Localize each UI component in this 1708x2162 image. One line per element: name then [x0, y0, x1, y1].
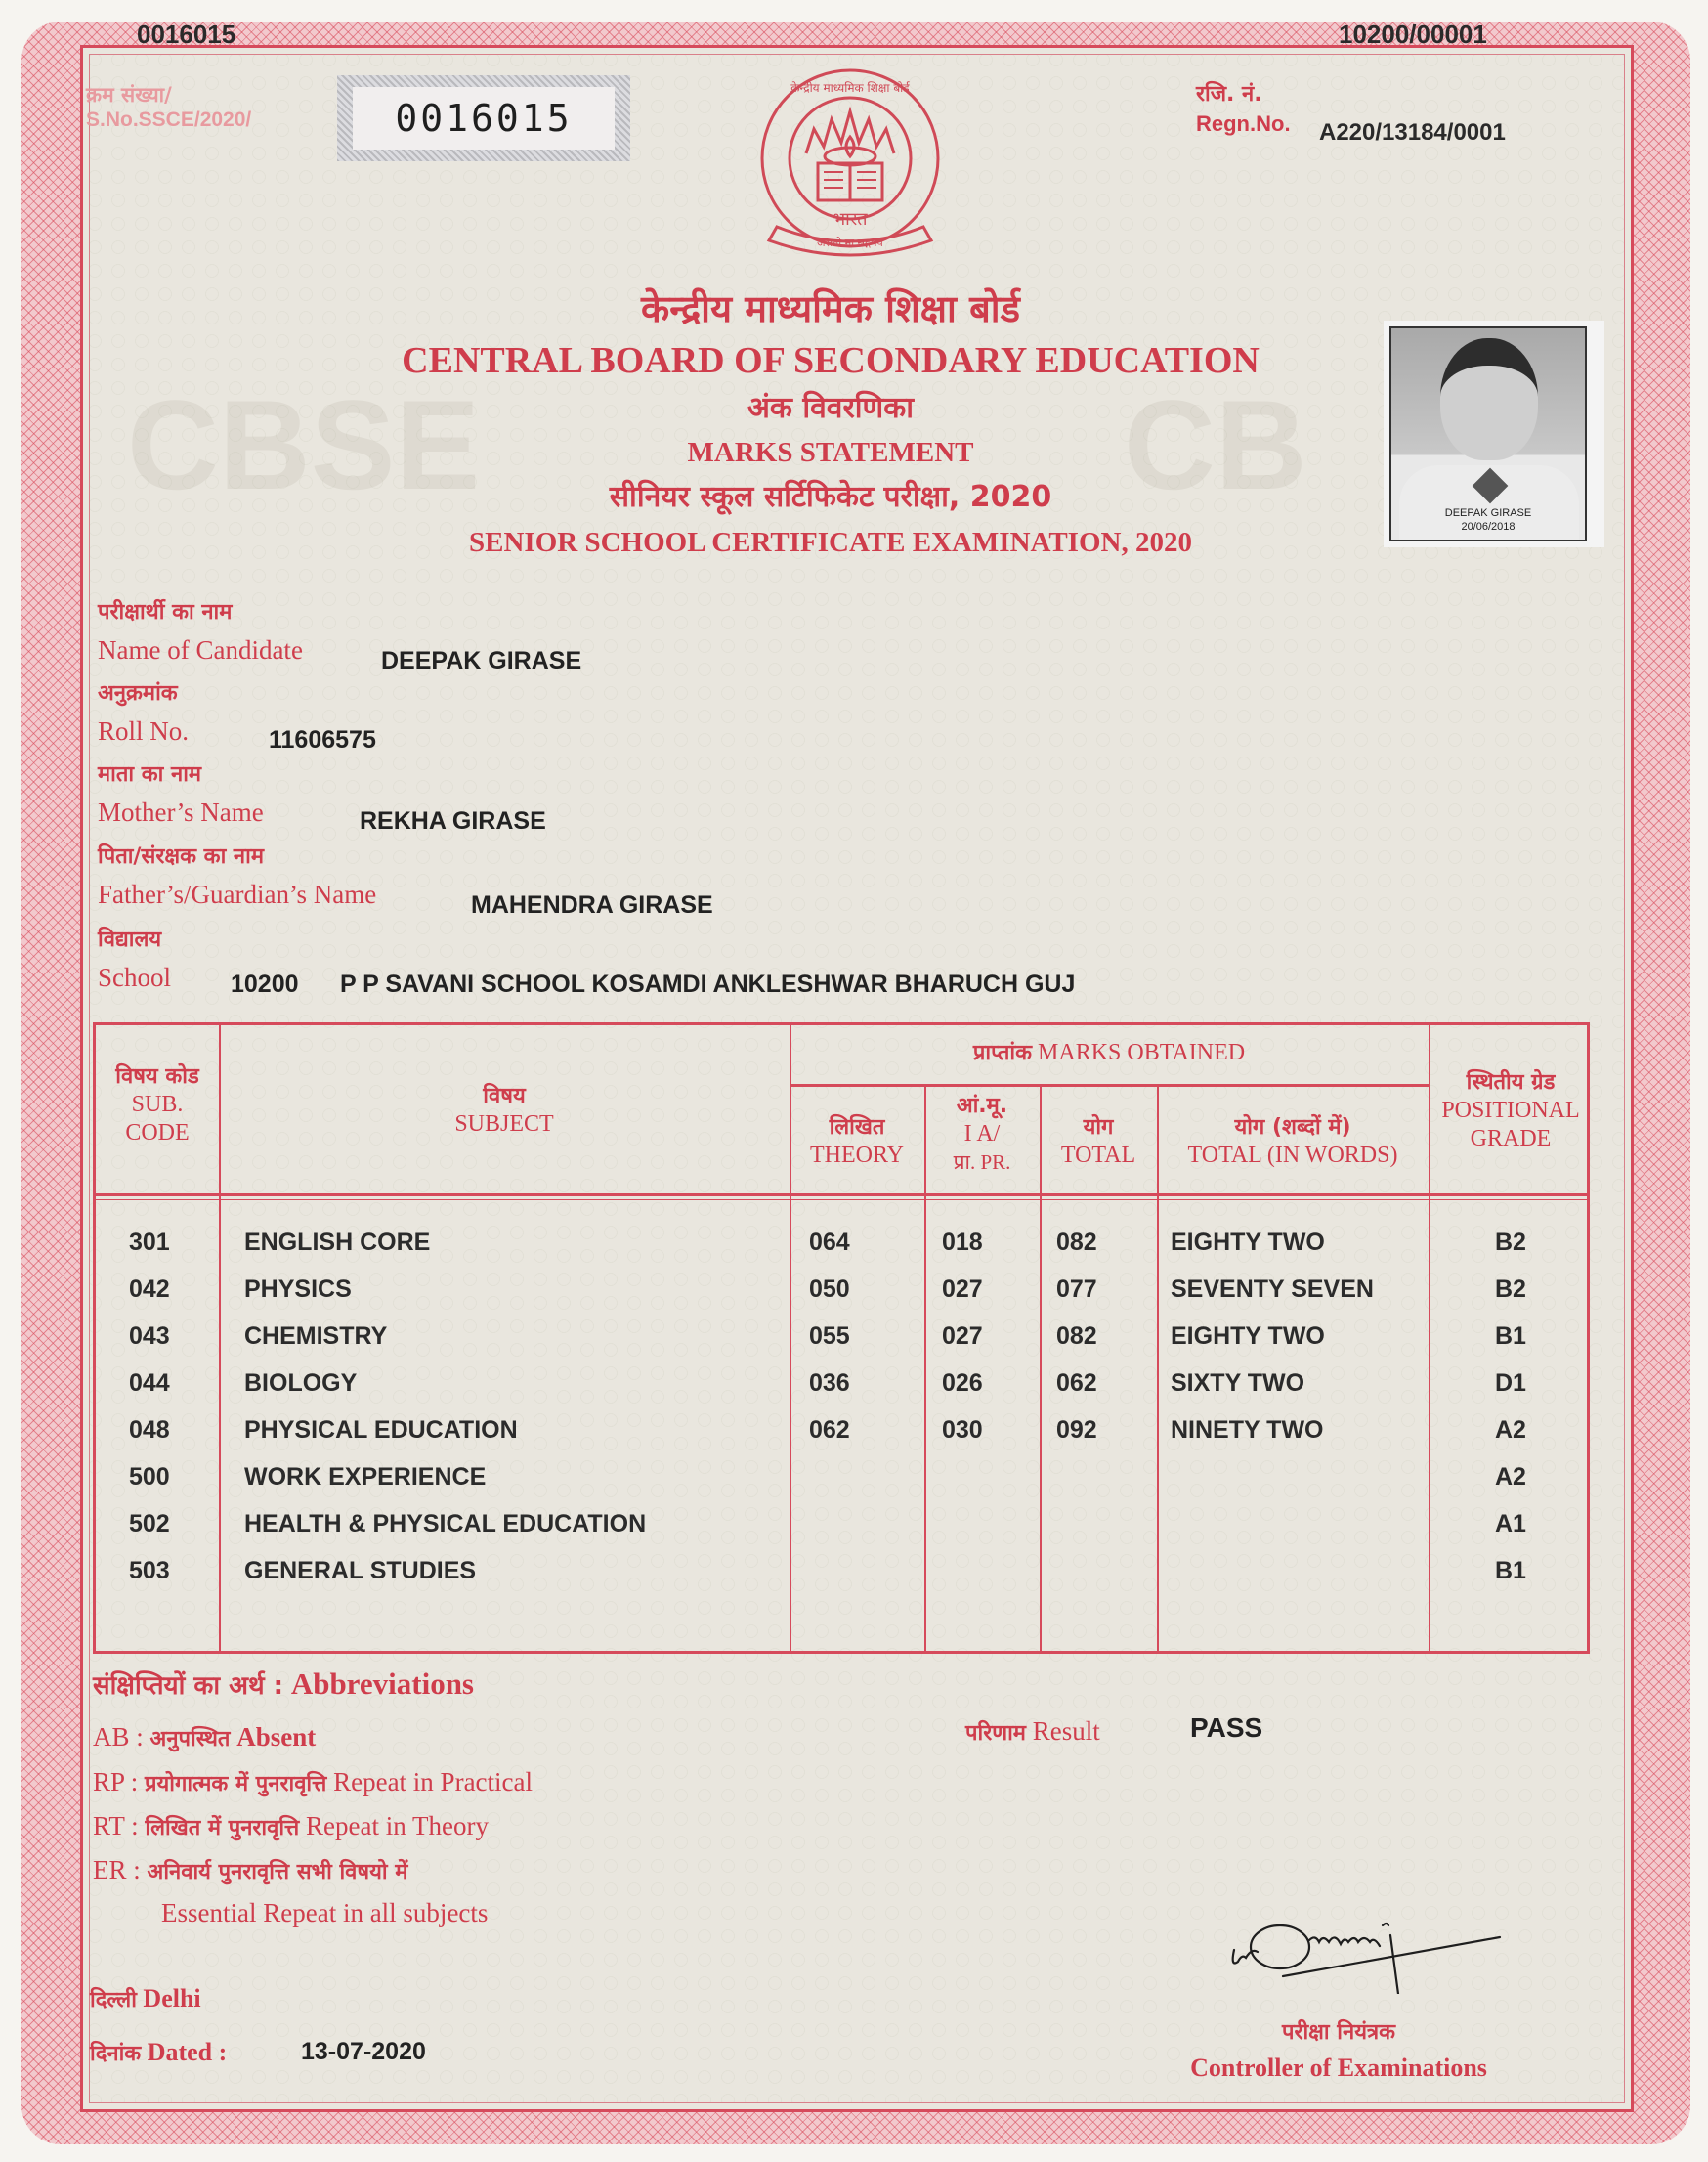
serial-label	[86, 82, 251, 133]
cell-ia-pr: 030	[942, 1416, 983, 1444]
table-row	[96, 1547, 1587, 1594]
cell-words: SIXTY TWO	[1171, 1369, 1305, 1397]
abbr-en: Repeat in Practical	[333, 1767, 534, 1796]
abbreviations-title-en: Abbreviations	[290, 1666, 474, 1701]
abbreviations-title	[93, 1666, 474, 1702]
cell-code: 500	[129, 1463, 170, 1491]
header-total	[1040, 1113, 1157, 1170]
cell-theory: 062	[809, 1416, 850, 1444]
header-divider-double	[96, 1199, 1587, 1200]
header-subject	[219, 1082, 790, 1139]
header-ia-en: I A/	[963, 1121, 1001, 1146]
cell-grade: B2	[1495, 1276, 1526, 1303]
cell-words: SEVENTY SEVEN	[1171, 1276, 1374, 1303]
school-label-en: School	[98, 963, 172, 992]
regn-label	[1196, 80, 1291, 139]
photo-head-shape	[1440, 338, 1538, 460]
header-divider	[96, 1193, 1587, 1196]
cell-total: 077	[1056, 1276, 1097, 1303]
header-marks-en: MARKS OBTAINED	[1038, 1040, 1246, 1065]
place-hi: दिल्ली	[90, 1988, 137, 2012]
table-row	[96, 1406, 1587, 1453]
abbr-code: RP :	[93, 1767, 139, 1796]
photo-caption	[1391, 506, 1585, 534]
cell-subject: PHYSICS	[244, 1276, 352, 1303]
cell-words: EIGHTY TWO	[1171, 1322, 1325, 1350]
cbse-emblem-icon	[738, 61, 962, 271]
school-code-value: 10200	[231, 971, 299, 998]
abbr-en: Absent	[236, 1722, 317, 1751]
result-value: PASS	[1190, 1712, 1263, 1743]
cell-code: 503	[129, 1557, 170, 1584]
cell-total: 092	[1056, 1416, 1097, 1444]
header-total-words	[1157, 1113, 1429, 1170]
mother-name-label-en: Mother’s Name	[98, 798, 264, 827]
date-label-en: Dated :	[147, 2038, 228, 2066]
cell-code: 502	[129, 1510, 170, 1537]
table-row	[96, 1453, 1587, 1500]
abbr-code: RT :	[93, 1811, 139, 1840]
abbreviation-item	[93, 1722, 316, 1752]
header-theory-hi: लिखित	[829, 1115, 885, 1140]
header-grade-en-1: POSITIONAL	[1441, 1098, 1580, 1123]
table-row	[96, 1500, 1587, 1547]
cell-code: 042	[129, 1276, 170, 1303]
mother-name-value: REKHA GIRASE	[360, 807, 546, 835]
candidate-name-label-hi: परीक्षार्थी का नाम	[98, 600, 233, 625]
abbreviation-item	[93, 1767, 533, 1797]
abbreviation-item-continued: Essential Repeat in all subjects	[161, 1898, 489, 1927]
emblem-motto: असतो मा सद्गमय	[817, 237, 883, 249]
cell-grade: B2	[1495, 1229, 1526, 1256]
marks-table	[93, 1022, 1590, 1654]
cell-words: NINETY TWO	[1171, 1416, 1324, 1444]
serial-label-hi: क्रम संख्या/	[86, 83, 172, 107]
header-words-hi: योग (शब्दों में)	[1234, 1115, 1351, 1140]
abbr-hi: अनिवार्य पुनरावृत्ति सभी विषयो में	[147, 1860, 408, 1884]
regn-number: A220/13184/0001	[1319, 119, 1506, 146]
emblem-center-text: भारत	[833, 209, 868, 230]
cell-code: 301	[129, 1229, 170, 1256]
header-theory-en: THEORY	[810, 1143, 904, 1168]
header-grade-en-2: GRADE	[1470, 1126, 1552, 1151]
header-pr: प्रा. PR.	[953, 1150, 1011, 1174]
cell-subject: WORK EXPERIENCE	[244, 1463, 487, 1491]
header-sub-code-en-1: SUB.	[131, 1092, 184, 1117]
table-row	[96, 1219, 1587, 1266]
regn-label-en: Regn.No.	[1196, 111, 1291, 136]
cell-subject: GENERAL STUDIES	[244, 1557, 477, 1584]
abbreviation-item	[93, 1855, 407, 1885]
abbreviations-title-hi: संक्षिप्तियों का अर्थ :	[93, 1671, 284, 1701]
header-sub-code-en-2: CODE	[125, 1120, 190, 1146]
candidate-photo	[1389, 326, 1587, 541]
cell-subject: BIOLOGY	[244, 1369, 358, 1397]
cell-grade: A1	[1495, 1510, 1526, 1537]
signature-icon	[1226, 1896, 1519, 1994]
cell-subject: ENGLISH CORE	[244, 1229, 431, 1256]
watermark-left: CBSE	[127, 373, 481, 516]
school-name-value: P P SAVANI SCHOOL KOSAMDI ANKLESHWAR BHARUCH GUJ	[340, 971, 1076, 998]
cell-subject: HEALTH & PHYSICAL EDUCATION	[244, 1510, 647, 1537]
photo-caption-date: 20/06/2018	[1461, 521, 1516, 533]
table-row	[96, 1313, 1587, 1360]
cell-code: 043	[129, 1322, 170, 1350]
cell-code: 048	[129, 1416, 170, 1444]
exam-title-hi: सीनियर स्कूल सर्टिफिकेट परीक्षा, 2020	[609, 480, 1052, 514]
abbr-code: ER :	[93, 1855, 141, 1884]
heading-block	[293, 281, 1368, 563]
statement-title-en: MARKS STATEMENT	[687, 437, 974, 468]
header-marks-hi: प्राप्तांक	[972, 1041, 1033, 1065]
top-serial-right: 10200/00001	[1339, 20, 1487, 49]
board-name-hi: केन्द्रीय माध्यमिक शिक्षा बोर्ड	[641, 287, 1020, 330]
place-en: Delhi	[143, 1984, 201, 2012]
cell-theory: 050	[809, 1276, 850, 1303]
father-name-label-hi: पिता/संरक्षक का नाम	[98, 844, 264, 869]
marks-subheader-divider	[790, 1084, 1429, 1087]
header-theory	[790, 1113, 924, 1170]
result-label-hi: परिणाम	[965, 1721, 1026, 1746]
mother-name-label-hi: माता का नाम	[98, 762, 202, 787]
date-label-hi: दिनांक	[90, 2042, 142, 2066]
cell-code: 044	[129, 1369, 170, 1397]
header-marks-obtained	[790, 1039, 1429, 1067]
cell-theory: 055	[809, 1322, 850, 1350]
header-words-en: TOTAL (IN WORDS)	[1187, 1143, 1398, 1168]
cell-total: 062	[1056, 1369, 1097, 1397]
candidate-photo-frame	[1384, 321, 1604, 547]
photo-caption-name: DEEPAK GIRASE	[1444, 507, 1532, 519]
abbr-hi: प्रयोगात्मक में पुनरावृत्ति	[145, 1772, 327, 1796]
candidate-name-label-en: Name of Candidate	[98, 635, 303, 665]
header-ia-hi: आं.मू.	[956, 1094, 1008, 1118]
controller-of-examinations	[1153, 2013, 1524, 2084]
board-name-en: CENTRAL BOARD OF SECONDARY EDUCATION	[402, 340, 1260, 381]
serial-number-box	[337, 75, 630, 161]
statement-title-hi: अंक विवरणिका	[747, 391, 915, 425]
cell-grade: B1	[1495, 1557, 1526, 1584]
controller-hi: परीक्षा नियंत्रक	[1281, 2020, 1396, 2045]
cell-theory: 064	[809, 1229, 850, 1256]
cell-grade: D1	[1495, 1369, 1526, 1397]
roll-number-value: 11606575	[269, 726, 376, 754]
abbr-en: Repeat in Theory	[306, 1811, 489, 1840]
cell-grade: B1	[1495, 1322, 1526, 1350]
school-label-hi: विद्यालय	[98, 928, 162, 952]
serial-label-en: S.No.SSCE/2020/	[86, 108, 252, 131]
candidate-name-value: DEEPAK GIRASE	[381, 647, 582, 674]
cell-subject: PHYSICAL EDUCATION	[244, 1416, 518, 1444]
top-serial-left: 0016015	[137, 20, 236, 49]
exam-title-en: SENIOR SCHOOL CERTIFICATE EXAMINATION, 2020	[469, 527, 1192, 558]
watermark-right: CB	[1124, 373, 1307, 516]
emblem-top-text: केन्द्रीय माध्यमिक शिक्षा बोर्ड	[790, 81, 910, 95]
date-label	[90, 2038, 227, 2067]
cell-ia-pr: 027	[942, 1276, 983, 1303]
table-row	[96, 1360, 1587, 1406]
father-name-value: MAHENDRA GIRASE	[471, 891, 713, 919]
cell-ia-pr: 018	[942, 1229, 983, 1256]
header-sub-code-hi: विषय कोड	[115, 1064, 199, 1089]
abbr-code: AB :	[93, 1722, 144, 1751]
header-grade-hi: स्थितीय ग्रेड	[1466, 1070, 1556, 1095]
roll-label-en: Roll No.	[98, 716, 190, 746]
header-grade	[1429, 1068, 1593, 1153]
father-name-label-en: Father’s/Guardian’s Name	[98, 880, 377, 909]
abbr-hi: लिखित में पुनरावृत्ति	[145, 1816, 300, 1840]
cell-theory: 036	[809, 1369, 850, 1397]
header-subject-hi: विषय	[483, 1084, 526, 1108]
place	[90, 1984, 201, 2013]
header-sub-code	[96, 1062, 219, 1147]
cell-grade: A2	[1495, 1416, 1526, 1444]
serial-number: 0016015	[353, 87, 615, 150]
cell-total: 082	[1056, 1229, 1097, 1256]
header-total-en: TOTAL	[1060, 1143, 1136, 1168]
header-subject-en: SUBJECT	[454, 1111, 554, 1137]
cell-ia-pr: 026	[942, 1369, 983, 1397]
abbreviation-item	[93, 1811, 489, 1841]
cell-grade: A2	[1495, 1463, 1526, 1491]
cell-ia-pr: 027	[942, 1322, 983, 1350]
date-value: 13-07-2020	[301, 2038, 426, 2065]
table-row	[96, 1266, 1587, 1313]
abbr-hi: अनुपस्थित	[149, 1727, 231, 1751]
cell-subject: CHEMISTRY	[244, 1322, 388, 1350]
result-label	[965, 1716, 1100, 1747]
header-total-hi: योग	[1083, 1115, 1114, 1140]
header-ia-pr	[924, 1092, 1040, 1177]
regn-label-hi: रजि. नं.	[1196, 82, 1262, 107]
controller-en: Controller of Examinations	[1190, 2054, 1487, 2082]
cell-words: EIGHTY TWO	[1171, 1229, 1325, 1256]
result-label-en: Result	[1032, 1716, 1100, 1746]
cell-total: 082	[1056, 1322, 1097, 1350]
roll-label-hi: अनुक्रमांक	[98, 681, 178, 706]
